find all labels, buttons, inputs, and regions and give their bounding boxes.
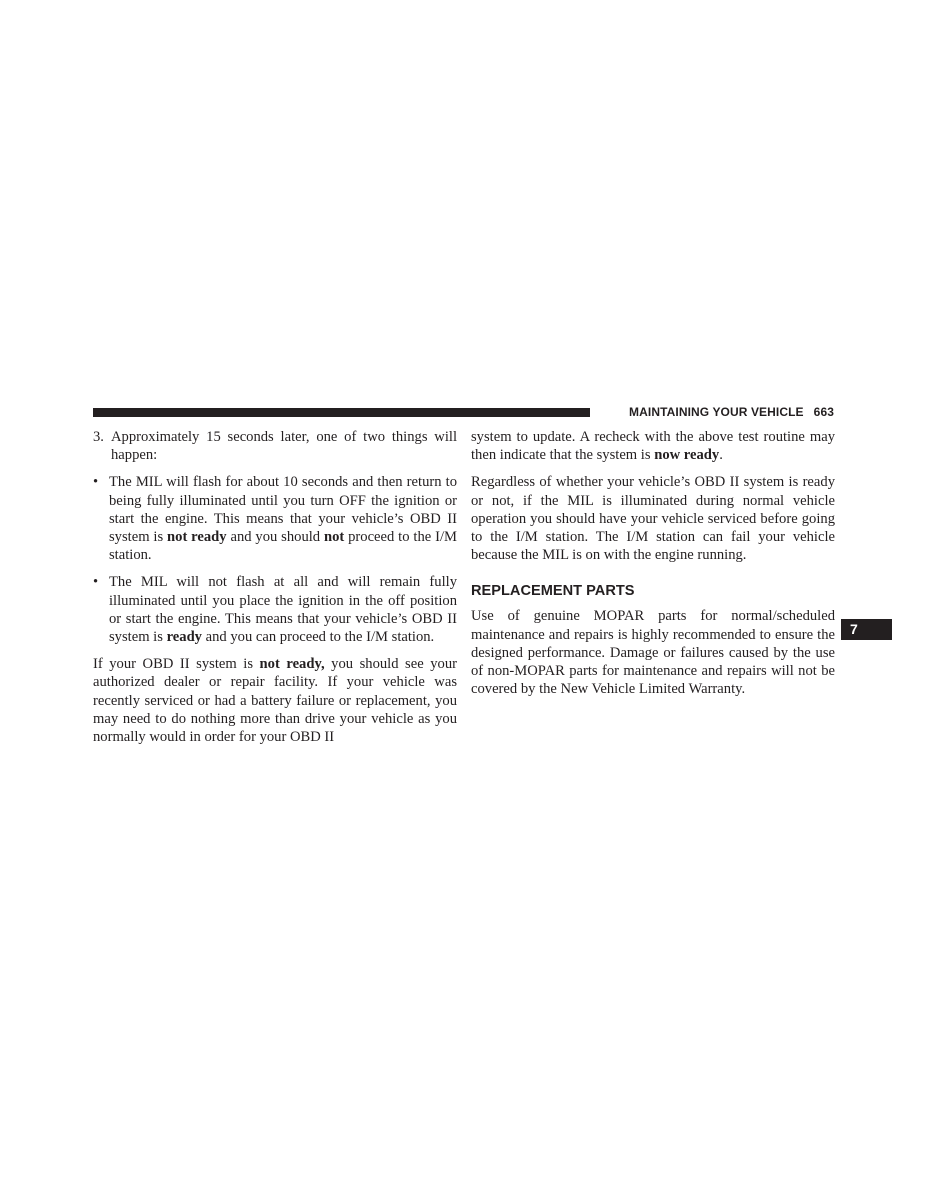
numbered-item-3 — [93, 428, 457, 464]
bullet-text: The MIL will not flash at all and will remain fully illuminated until you place the ignition in the off position or start the engine. This means that your vehicle’s OBD II system is — [109, 574, 457, 646]
running-head-title: MAINTAINING YOUR VEHICLE — [629, 405, 804, 419]
header-rule — [93, 408, 590, 417]
left-column — [93, 428, 457, 755]
bold-not-ready-comma: not ready, — [259, 656, 325, 673]
section-title-replacement-parts: REPLACEMENT PARTS — [471, 583, 635, 600]
right-column — [471, 428, 835, 707]
numbered-item-text: Approximately 15 seconds later, one of two things will happen: — [111, 429, 457, 464]
bullet-item-ready — [93, 573, 457, 646]
bold-not: not — [323, 529, 345, 546]
paragraph-replacement-parts: Use of genuine MOPAR parts for normal/scheduled maintenance and repairs is highly recommended to ensure the designed performance. Damage or failures caused by the use of non-MOPAR parts for maintenance and repairs will not be covered by the New Vehicle Limited Warranty. — [471, 608, 835, 698]
bullet-text: proceed to the I/M station. — [109, 529, 457, 564]
bold-ready: ready — [166, 629, 202, 646]
bold-now-ready: now ready — [654, 447, 720, 464]
page-number: 663 — [813, 405, 834, 419]
paragraph-not-ready — [93, 655, 457, 746]
paragraph-continued — [471, 428, 835, 464]
bold-not-ready: not ready — [167, 529, 227, 546]
chapter-tab — [841, 619, 892, 640]
paragraph-text: . — [719, 447, 723, 464]
list-number: 3. — [93, 429, 104, 445]
bullet-text: and you should — [226, 529, 324, 546]
bullet-item-not-ready — [93, 473, 457, 564]
running-head — [598, 405, 834, 419]
bullet-text: The MIL will flash for about 10 seconds and then return to being fully illuminated until you turn OFF the ignition or start the engine. This means that your vehicle’s OBD II system is — [109, 474, 457, 546]
paragraph-mil-illuminated: Regardless of whether your vehicle’s OBD II system is ready or not, if the MIL is illuminated during normal vehicle operation you should have your vehicle serviced before going to the I/M station. The I/M station can fail your vehicle because the MIL is on with the engine running. — [471, 474, 835, 564]
paragraph-text: you should see your authorized dealer or repair facility. If your vehicle was recently serviced or had a battery failure or replacement, you may need to do nothing more than drive your vehicle as you normally would in order for your OBD II — [93, 656, 457, 746]
paragraph-text: system to update. A recheck with the above test routine may then indicate that the system is — [471, 429, 835, 464]
paragraph-text: If your OBD II system is — [93, 656, 260, 673]
bullet-marker: • — [93, 574, 99, 591]
bullet-marker: • — [93, 474, 99, 491]
bullet-text: and you can proceed to the I/M station. — [201, 629, 435, 646]
chapter-number: 7 — [850, 621, 858, 637]
